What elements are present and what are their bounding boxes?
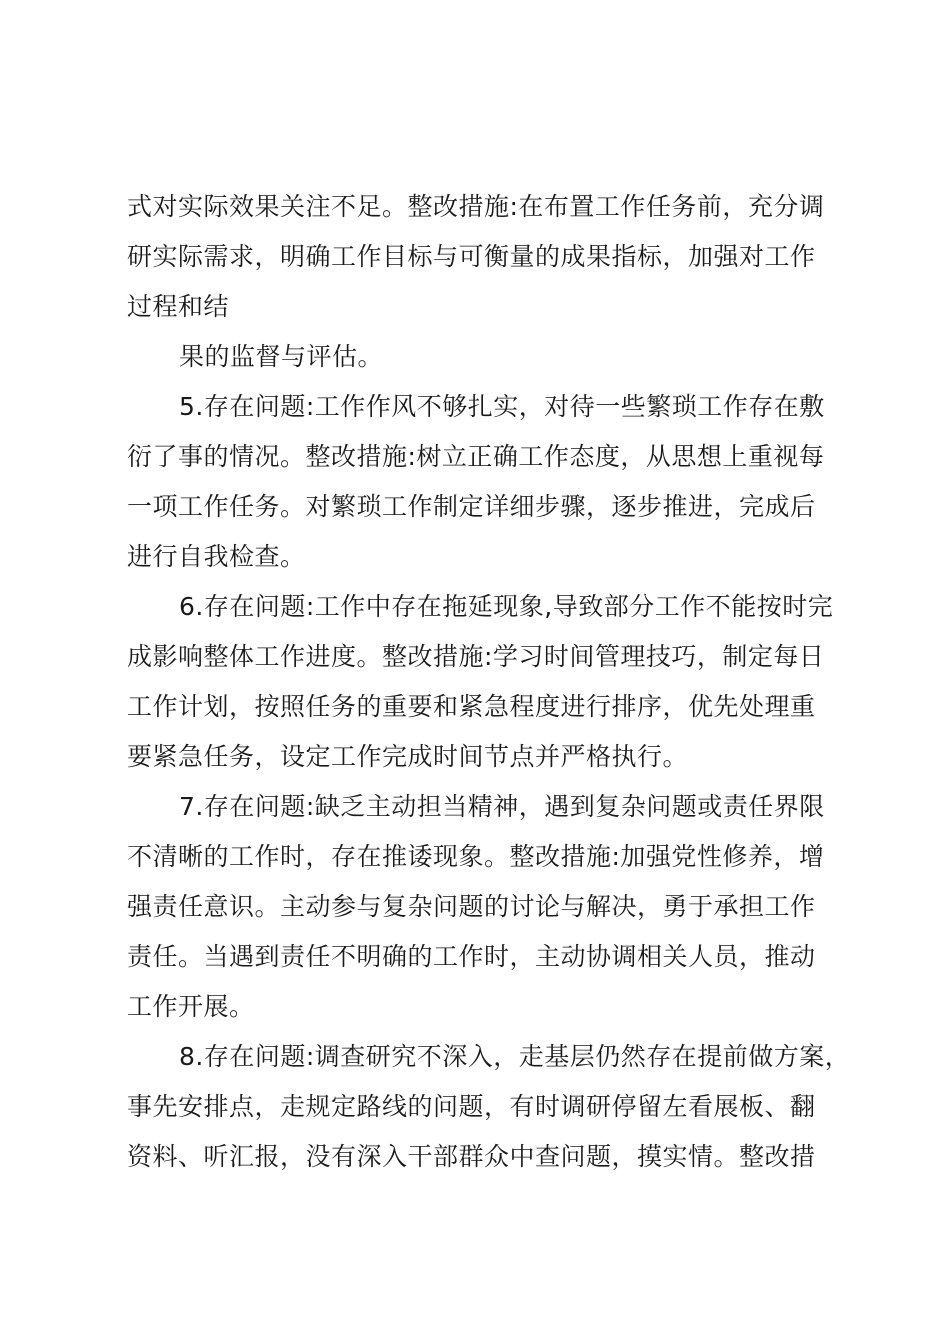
- text-line: 工作开展。: [127, 992, 255, 1021]
- text-line: 研实际需求，明确工作目标与可衡量的成果指标，加强对工作: [127, 242, 816, 271]
- text-line: 强责任意识。主动参与复杂问题的讨论与解决，勇于承担工作: [127, 892, 816, 921]
- text-line-item-6-start: 6.存在问题:工作中存在拖延现象,导致部分工作不能按时完: [179, 592, 834, 621]
- text-line-item-8-start: 8.存在问题:调查研究不深入，走基层仍然存在提前做方案，: [179, 1042, 851, 1071]
- text-line-item-7-start: 7.存在问题:缺乏主动担当精神，遇到复杂问题或责任界限: [179, 792, 825, 821]
- text-line: 进行自我检查。: [127, 542, 306, 571]
- text-line: 成影响整体工作进度。整改措施:学习时间管理技巧，制定每日: [127, 642, 825, 671]
- text-line: 衍了事的情况。整改措施:树立正确工作态度，从思想上重视每: [127, 442, 825, 471]
- text-line: 果的监督与评估。: [179, 342, 384, 371]
- document-body: [127, 182, 851, 1182]
- text-line: 过程和结: [127, 292, 230, 321]
- text-line: 要紧急任务，设定工作完成时间节点并严格执行。: [127, 742, 689, 771]
- text-line: 资料、听汇报，没有深入干部群众中查问题，摸实情。整改措: [127, 1142, 816, 1171]
- text-line: 工作计划，按照任务的重要和紧急程度进行排序，优先处理重: [127, 692, 816, 721]
- text-line: 式对实际效果关注不足。整改措施:在布置工作任务前，充分调: [127, 192, 825, 221]
- text-line: 一项工作任务。对繁琐工作制定详细步骤，逐步推进，完成后: [127, 492, 816, 521]
- text-line-item-5-start: 5.存在问题:工作作风不够扎实，对待一些繁琐工作存在敷: [179, 392, 825, 421]
- text-line: 责任。当遇到责任不明确的工作时，主动协调相关人员，推动: [127, 942, 816, 971]
- text-line: 事先安排点，走规定路线的问题，有时调研停留左看展板、翻: [127, 1092, 816, 1121]
- text-line: 不清晰的工作时，存在推诿现象。整改措施:加强党性修养，增: [127, 842, 825, 871]
